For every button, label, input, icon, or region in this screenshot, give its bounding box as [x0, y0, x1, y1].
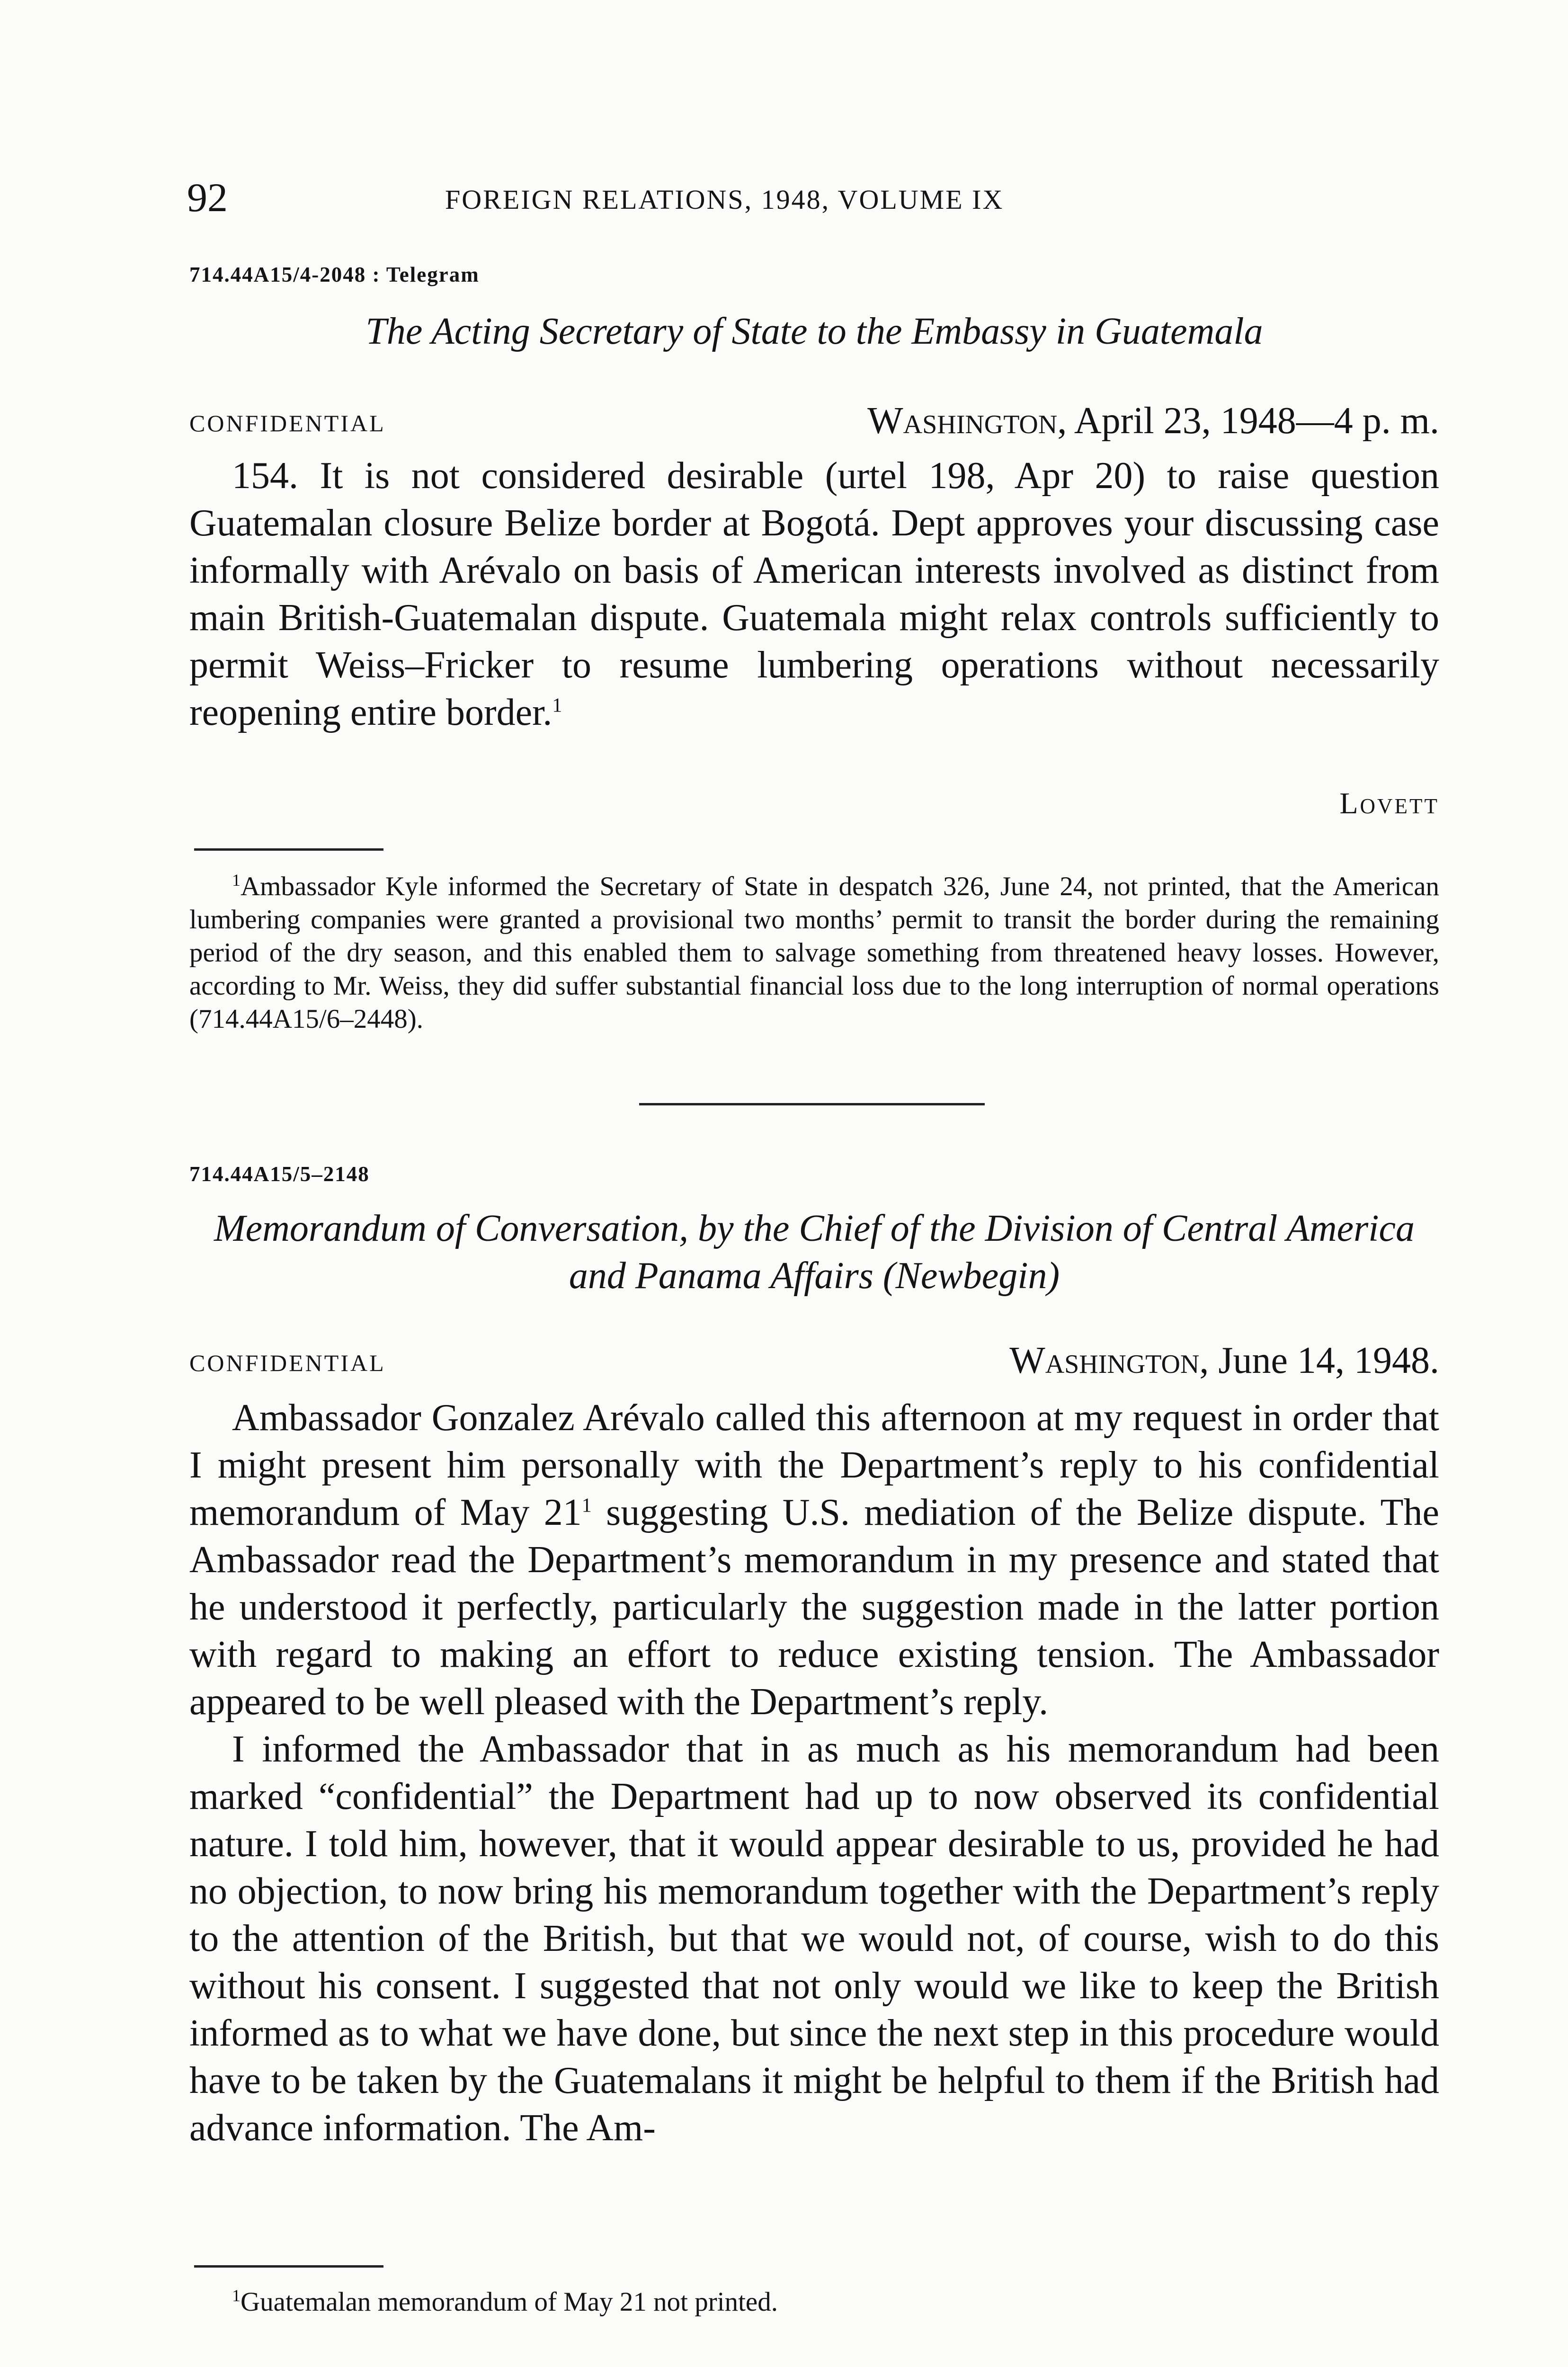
section-divider — [639, 1103, 985, 1105]
doc1-body-text: 154. It is not considered desirable (urtel 198, Apr 20) to raise question Guatemalan closure Belize border at Bogotá. Dept approves your discussing case informally with Arévalo on basis of American interests involved as distinct from main British-Guatemalan dispute. Guatemala might relax controls sufficiently to permit Weiss–Fricker to resume lumbering operations without necessarily reopening entire border. — [189, 455, 1439, 733]
doc1-body — [189, 452, 1439, 736]
doc2-body — [189, 1394, 1439, 2152]
doc1-title: The Acting Secretary of State to the Embassy in Guatemala — [365, 311, 1263, 352]
doc2-place-date — [1009, 1339, 1439, 1382]
doc1-place-date — [867, 400, 1439, 443]
doc2-footnote-mark: 1 — [232, 2286, 241, 2305]
doc1-signature: Lovett — [1339, 786, 1439, 820]
doc2-classification: CONFIDENTIAL — [189, 1350, 386, 1376]
doc1-dateline — [189, 395, 1439, 443]
doc2-date: , June 14, 1948. — [1199, 1340, 1439, 1381]
doc1-footnote-ref: 1 — [552, 694, 562, 717]
doc1-date: , April 23, 1948—4 p. m. — [1057, 400, 1439, 442]
doc1-footnote-mark: 1 — [232, 871, 241, 890]
doc2-paragraph-1b: suggesting U.S. mediation of the Belize dispute. The Ambassador read the Department’s memorandum in my presence and stated that he understood it perfectly, particularly the suggestion made in the latter portion with regard to making an effort to reduce existing tension. The Ambassador appeared to be well pleased with the Department’s reply. — [189, 1492, 1439, 1723]
footnote-rule — [194, 848, 383, 851]
running-head: FOREIGN RELATIONS, 1948, VOLUME IX — [445, 184, 1004, 215]
doc1-classification: CONFIDENTIAL — [189, 410, 386, 436]
doc1-footnote — [189, 870, 1439, 1036]
page-header — [187, 176, 1437, 219]
doc2-paragraph-2: I informed the Ambassador that in as much as his memorandum had been marked “confidential” the Department had up to now observed its confidential nature. I told him, however, that it would appear desirable to us, provided he had no objection, to now bring his memorandum together with the Department’s reply to the attention of the British, but that we would not, of course, wish to do this without his consent. I suggested that not only would we like to keep the British informed as to what we have done, but since the next step in this procedure would have to be taken by the Guatemalans it might be helpful to them if the British had advance information. The Am- — [189, 1728, 1439, 2149]
doc2-paragraph-1a: Ambassador Gonzalez Arévalo called this afternoon at my request in order that I might present him personally with the Department’s reply to his confidential memorandum of May 21 — [189, 1397, 1439, 1533]
doc2-footnote — [189, 2286, 1439, 2319]
doc1-footnote-text: Ambassador Kyle informed the Secretary of State in despatch 326, June 24, not printed, that the American lumbering companies were granted a provisional two months’ permit to transit the border during the remaining period of the dry season, and this enabled them to salvage something from threatened heavy losses. However, according to Mr. Weiss, they did suffer substantial financial loss due to the long interruption of normal operations (714.44A15/6–2448). — [189, 872, 1439, 1034]
doc2-title: Memorandum of Conversation, by the Chief of the Division of Central America and Panama Affairs (Newbegin) — [214, 1208, 1415, 1297]
doc1-place: Washington — [867, 400, 1058, 442]
page-number: 92 — [187, 175, 228, 220]
doc2-dateline — [189, 1335, 1439, 1382]
doc2-filecode: 714.44A15/5–2148 — [189, 1162, 370, 1186]
doc2-place: Washington — [1009, 1340, 1200, 1381]
footnote-rule-2 — [194, 2265, 383, 2268]
doc1-filecode: 714.44A15/4-2048 : Telegram — [189, 263, 480, 286]
doc2-footnote-ref: 1 — [581, 1495, 592, 1517]
doc2-footnote-text: Guatemalan memorandum of May 21 not printed. — [241, 2287, 778, 2317]
